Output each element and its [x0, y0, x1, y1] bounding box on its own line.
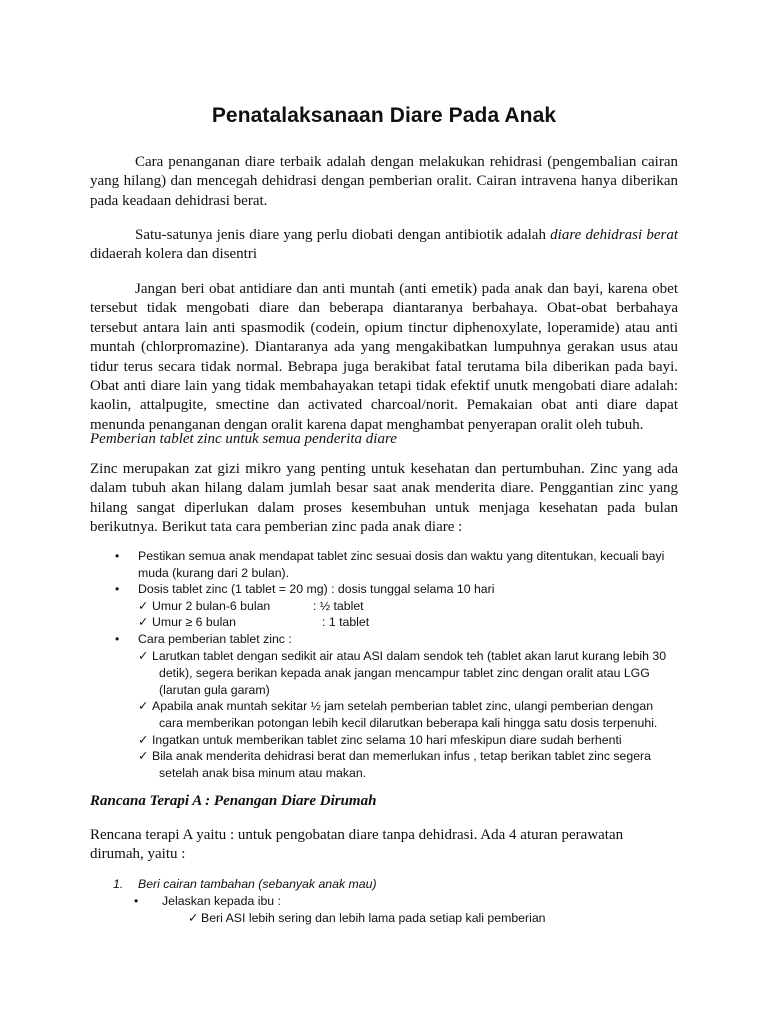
rencana-check-1: Beri ASI lebih sering dan lebih lama pada setiap kali pemberian [201, 911, 546, 925]
paragraph-antibiotik-emphasis: diare dehidrasi berat [550, 227, 679, 243]
zinc-dose-1-value: : ½ tablet [313, 599, 364, 613]
check-icon: ✓ [138, 615, 149, 629]
zinc-dose-2-value: : 1 tablet [322, 615, 370, 629]
zinc-step-4-line2: setelah anak bisa minum atau makan. [159, 766, 367, 780]
zinc-item-3: Cara pemberian tablet zinc : [138, 632, 292, 646]
paragraph-antibiotik-text: Satu-satunya jenis diare yang perlu diobati dengan antibiotik adalah [135, 227, 551, 243]
bullet-icon: • [115, 582, 120, 596]
zinc-item-1-line1: Pestikan semua anak mendapat tablet zinc sesuai dosis dan waktu yang ditentukan, kecuali bayi [138, 549, 665, 563]
check-icon: ✓ [138, 749, 149, 763]
bullet-icon: • [115, 632, 120, 646]
zinc-step-1-line3: (larutan gula garam) [159, 683, 270, 697]
rencana-item-1: Beri cairan tambahan (sebanyak anak mau) [138, 877, 377, 891]
document-title: Penatalaksanaan Diare Pada Anak [211, 104, 557, 127]
zinc-dose-2-label: Umur ≥ 6 bulan [152, 615, 236, 629]
paragraph-antibiotik [90, 226, 678, 265]
paragraph-rehidrasi: Cara penanganan diare terbaik adalah dengan melakukan rehidrasi (pengembalian cairan yang hilang) dan mencegah dehidrasi dengan pemberian oralit. Cairan intravena hanya diberikan pada keadaan dehidrasi berat. [90, 154, 678, 209]
bullet-icon: • [115, 549, 120, 563]
zinc-step-1-line2: detik), segera berikan kepada anak jangan mencampur tablet zinc dengan oralit atau LGG [159, 666, 650, 680]
paragraph-rencana: Rencana terapi A yaitu : untuk pengobatan diare tanpa dehidrasi. Ada 4 aturan perawatan dirumah, yaitu : [90, 827, 624, 863]
zinc-step-4-line1: Bila anak menderita dehidrasi berat dan memerlukan infus , tetap berikan tablet zinc segera [152, 749, 651, 763]
paragraph-zinc: Zinc merupakan zat gizi mikro yang penting untuk kesehatan dan pertumbuhan. Zinc yang ada dalam tubuh akan hilang dalam jumlah besar saat anak menderita diare. Penggantian zinc yang hilang sangat diperlukan dalam proses kesembuhan untuk menjaga kesehatan pada bulan berikutnya. Berikut tata cara pemberian zinc pada anak diare : [90, 461, 678, 536]
rencana-sub-1: Jelaskan kepada ibu : [162, 894, 281, 908]
zinc-step-2-line2: cara memberikan potongan lebih kecil dilarutkan beberapa kali hingga satu dosis terpenuhi. [159, 716, 658, 730]
paragraph-antidiare: Jangan beri obat antidiare dan anti muntah (anti emetik) pada anak dan bayi, karena obet tersebut tidak mengobati diare dan beberapa diantaranya berbahaya. Obat-obat berbahaya tersebut antara lain anti spasmodik (codein, opium tinctur diphenoxylate, loperamide) atau anti muntah (chlorpromazine). Diantaranya ada yang mengakibatkan lumpuhnya gerakan usus atau tidur terus secara tidak normal. Bebrapa juga berakibat fatal terutama bila diberikan pada bayi. Obat anti diare lain yang tidak membahayakan tetapi tidak efektif unutk mengobati diare adalah: kaolin, attalpugite, smectine dan activated charcoal/norit. Pemakaian obat anti diare dapat menunda penanganan dengan oralit karena dapat menghambat penyerapan oralit oleh tubuh. [90, 281, 678, 433]
rencana-heading: Rancana Terapi A : Penangan Diare Dirumah [90, 793, 377, 809]
check-icon: ✓ [188, 911, 199, 925]
bullet-icon: • [134, 894, 139, 908]
check-icon: ✓ [138, 649, 149, 663]
check-icon: ✓ [138, 599, 149, 613]
zinc-step-2-line1: Apabila anak muntah sekitar ½ jam setelah pemberian tablet zinc, ulangi pemberian dengan [152, 699, 654, 713]
zinc-step-3: Ingatkan untuk memberikan tablet zinc selama 10 hari mfeskipun diare sudah berhenti [152, 733, 622, 747]
zinc-step-1-line1: Larutkan tablet dengan sedikit air atau ASI dalam sendok teh (tablet akan larut kurang lebih 30 [152, 649, 667, 663]
check-icon: ✓ [138, 699, 149, 713]
check-icon: ✓ [138, 733, 149, 747]
zinc-item-1-line2: muda (kurang dari 2 bulan). [138, 566, 290, 580]
zinc-item-2: Dosis tablet zinc (1 tablet = 20 mg) : dosis tunggal selama 10 hari [138, 582, 495, 596]
paragraph-antibiotik-tail: didaerah kolera dan disentri [90, 246, 258, 263]
rencana-item-number: 1. [113, 877, 124, 891]
zinc-dose-1-label: Umur 2 bulan-6 bulan [152, 599, 271, 613]
zinc-heading: Pemberian tablet zinc untuk semua penderita diare [90, 431, 397, 447]
